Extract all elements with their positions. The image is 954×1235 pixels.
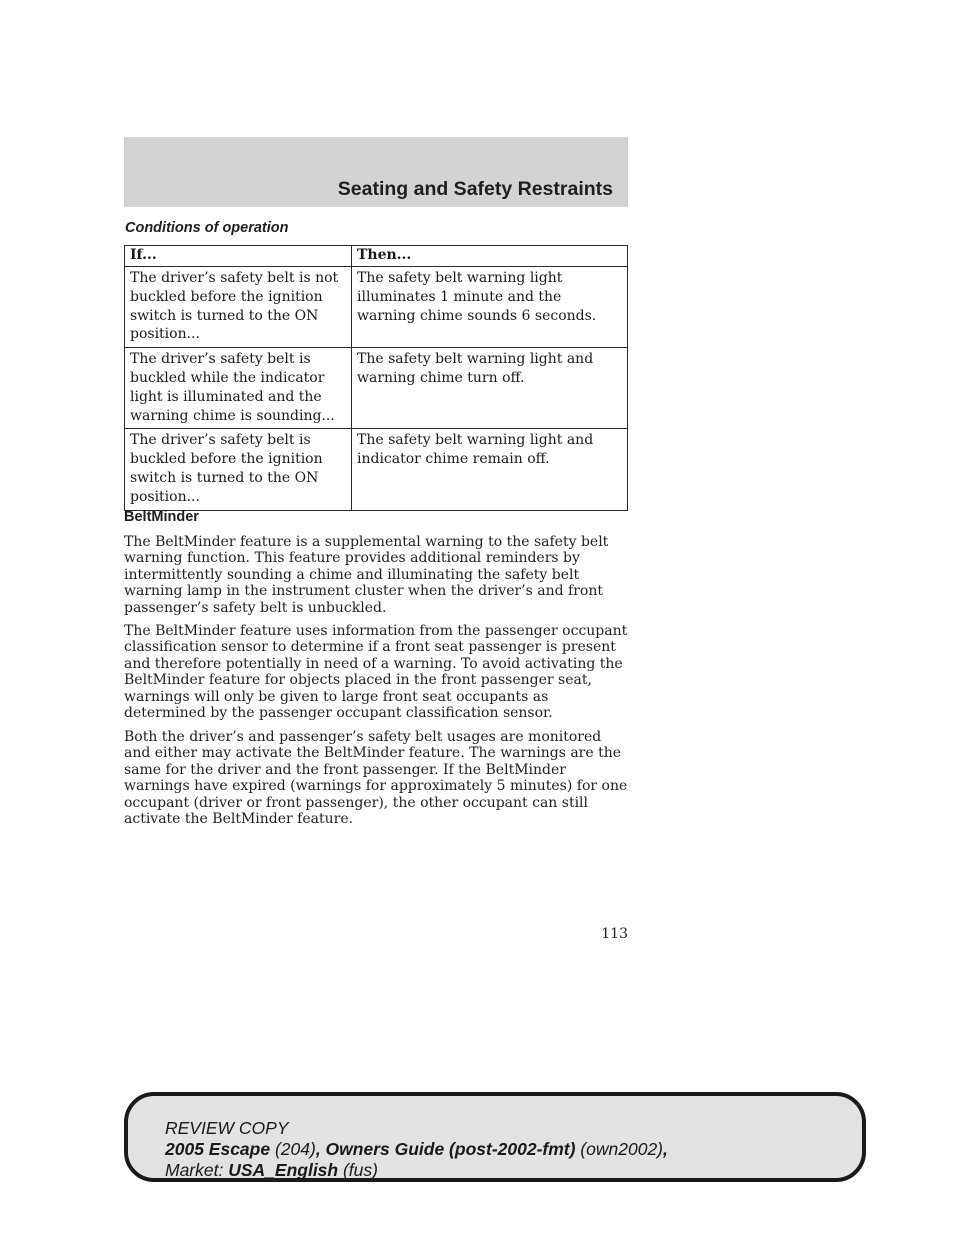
review-market-line: [165, 1160, 852, 1181]
review-guide: Owners Guide (post-2002-fmt): [325, 1139, 576, 1159]
beltminder-heading: BeltMinder: [124, 509, 199, 525]
review-copy-label: REVIEW COPY: [165, 1118, 289, 1138]
table-row: [125, 267, 628, 348]
review-separator: ,: [315, 1139, 326, 1159]
review-guide-code: (own2002): [575, 1139, 664, 1159]
table-row: [125, 429, 628, 510]
review-copy-text: [165, 1118, 852, 1181]
table-cell-if: The driver’s safety belt is buckled before the ignition switch is turned to the ON position...: [125, 429, 352, 510]
review-separator: ,: [663, 1139, 668, 1159]
header-band: [124, 137, 628, 207]
table-cell-then: The safety belt warning light and warning chime turn off.: [352, 348, 628, 429]
beltminder-paragraph-3: Both the driver’s and passenger’s safety belt usages are monitored and either may activate the BeltMinder feature. The warnings are the same for the driver and the front passenger. If the BeltMinder warnings have expired (warnings for approximately 5 minutes) for one occupant (driver or front passenger), the other occupant can still activate the BeltMinder feature.: [124, 729, 628, 828]
beltminder-paragraph-1: The BeltMinder feature is a supplemental warning to the safety belt warning function. This feature provides additional reminders by intermittently sounding a chime and illuminating the safety belt warning lamp in the instrument cluster when the driver’s and front passenger’s safety belt is unbuckled.: [124, 534, 609, 616]
column-header-if: If...: [125, 246, 352, 267]
beltminder-paragraph-2: The BeltMinder feature uses information from the passenger occupant classification sensor to determine if a front seat passenger is present and therefore potentially in need of a warning. To avoid activating the BeltMinder feature for objects placed in the front passenger seat, warnings will only be given to large front seat occupants as determined by the passenger occupant classification sensor.: [124, 623, 628, 722]
table-row: [125, 348, 628, 429]
review-model: 2005 Escape: [165, 1139, 271, 1159]
review-model-code: (204): [270, 1139, 316, 1159]
table-header-row: [125, 246, 628, 267]
review-market-code: (fus): [338, 1160, 378, 1180]
review-market: USA_English: [228, 1160, 339, 1180]
column-header-then: Then...: [352, 246, 628, 267]
table-cell-if: The driver’s safety belt is not buckled before the ignition switch is turned to the ON position...: [125, 267, 352, 348]
review-copy-box: [124, 1092, 866, 1182]
review-market-label: Market:: [165, 1160, 229, 1180]
table-cell-then: The safety belt warning light and indicator chime remain off.: [352, 429, 628, 510]
conditions-table: [124, 245, 628, 511]
conditions-heading: Conditions of operation: [125, 220, 289, 236]
page-title: Seating and Safety Restraints: [337, 178, 613, 200]
table-cell-then: The safety belt warning light illuminates 1 minute and the warning chime sounds 6 seconds.: [352, 267, 628, 348]
review-guide-line: [165, 1139, 852, 1160]
table-cell-if: The driver’s safety belt is buckled while the indicator light is illuminated and the warning chime is sounding...: [125, 348, 352, 429]
page-number: 113: [601, 926, 628, 942]
